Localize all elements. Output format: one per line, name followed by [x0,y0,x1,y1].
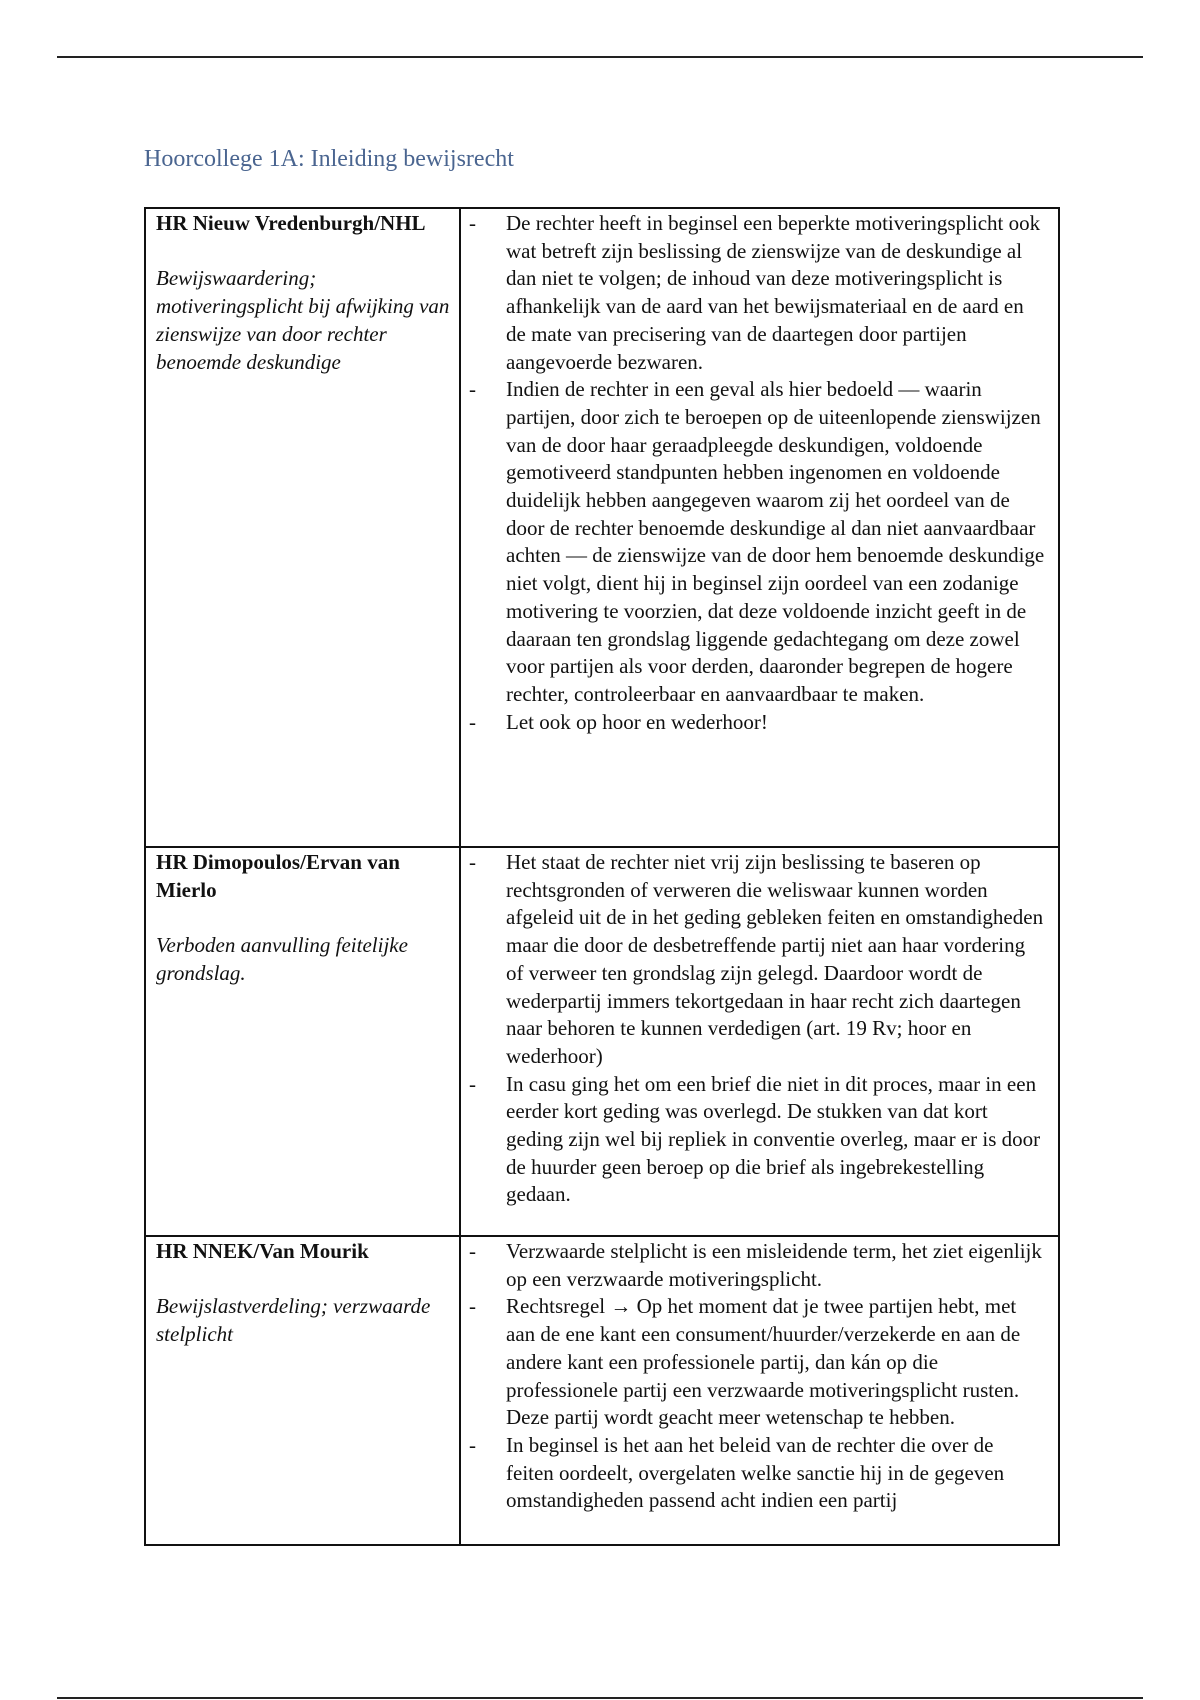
bullet-dash: - [469,377,476,402]
points-list [469,849,1046,1209]
point-text: In casu ging het om een brief die niet in dit proces, maar in een eerder kort geding was overlegd. De stukken van dat kort geding zijn wel bij repliek in conventie overleg, maar er is door de huurder geen beroep op die brief als ingebrekestelling gedaan. [506,1071,1041,1207]
point-item [469,709,1046,737]
points-list [469,1238,1046,1515]
points-list [469,210,1046,736]
point-item [469,1293,1046,1432]
bullet-dash: - [469,1239,476,1263]
point-text: Indien de rechter in een geval als hier bedoeld — waarin partijen, door zich te beroepen op de uiteenlopende zienswijzen van de door haar geraadpleegde deskundigen, voldoende gemotiveerd standpunten hebben ingenomen en voldoende duidelijk hebben aangegeven waarom zij het oordeel van de door de rechter benoemde deskundige al dan niet aanvaardbaar achten — de zienswijze van de door hem benoemde deskundige niet volgt, dient hij in beginsel zijn oordeel van een zodanige motivering te voorzien, dat deze voldoende inzicht geeft in de daaraan ten grondslag liggende gedachtegang om deze zowel voor partijen als voor derden, daaronder begrepen de hogere rechter, controleerbaar en aanvaardbaar te maken. [506,377,1045,706]
bullet-dash: - [469,211,476,235]
point-item [469,376,1046,708]
bullet-dash: - [469,1294,476,1319]
page-heading: Hoorcollege 1A: Inleiding bewijsrecht [144,146,514,172]
point-item [469,1238,1046,1293]
bullet-dash: - [469,1071,476,1096]
case-row [145,847,1059,1236]
point-item [469,210,1046,376]
points-cell [460,208,1059,847]
point-text: Verzwaarde stelplicht is een misleidende term, het ziet eigenlijk op een verzwaarde motiveringsplicht. [506,1239,1042,1291]
case-name: HR Dimopoulos/Ervan van Mierlo [156,850,400,902]
point-text: Let ook op hoor en wederhoor! [506,709,768,734]
point-text: In beginsel is het aan het beleid van de rechter die over de feiten oordeelt, overgelaten welke sanctie hij in de gegeven omstandigheden passend acht indien een partij [506,1432,1005,1513]
point-text: Rechtsregel → Op het moment dat je twee partijen hebt, met aan de ene kant een consument/huurder/verzekerde en aan de andere kant een professionele partij, dan kán op die professionele partij een verzwaarde motiveringsplicht rusten. Deze partij wordt geacht meer wetenschap te hebben. [506,1294,1021,1430]
points-cell [460,1236,1059,1545]
bullet-dash: - [469,1432,476,1457]
point-text: Het staat de rechter niet vrij zijn beslissing te baseren op rechtsgronden of verweren die weliswaar kunnen worden afgeleid uit de in het geding gebleken feiten en omstandigheden maar die door de desbetreffende partij niet aan haar vordering of verweer ten grondslag zijn gelegd. Daardoor wordt de wederpartij immers tekortgedaan in haar recht zich daartegen naar behoren te kunnen verdedigen (art. 19 Rv; hoor en wederhoor) [506,850,1044,1068]
bullet-dash: - [469,709,476,734]
bullet-dash: - [469,850,476,874]
case-topic: Bewijslastverdeling; verzwaarde stelplicht [156,1294,431,1347]
point-item [469,1071,1046,1210]
case-row [145,208,1059,847]
case-row [145,1236,1059,1545]
case-name: HR Nieuw Vredenburgh/NHL [156,211,426,235]
case-topic: Bewijswaardering; motiveringsplicht bij afwijking van zienswijze van door rechter benoemde deskundige [156,266,450,374]
points-cell [460,847,1059,1236]
footer-rule [57,1697,1143,1699]
point-item [469,849,1046,1071]
case-name: HR NNEK/Van Mourik [156,1239,369,1263]
header-rule [57,56,1143,58]
case-topic: Verboden aanvulling feitelijke grondslag. [156,933,408,985]
case-cell [145,208,460,847]
point-text: De rechter heeft in beginsel een beperkte motiveringsplicht ook wat betreft zijn beslissing de zienswijze van de deskundige al dan niet te volgen; de inhoud van deze motiveringsplicht is afhankelijk van de aard van het bewijsmateriaal en de aard en de mate van precisering van de daartegen door partijen aangevoerde bezwaren. [506,211,1041,374]
case-table [144,207,1060,1546]
case-cell [145,847,460,1236]
case-cell [145,1236,460,1545]
point-item [469,1432,1046,1515]
